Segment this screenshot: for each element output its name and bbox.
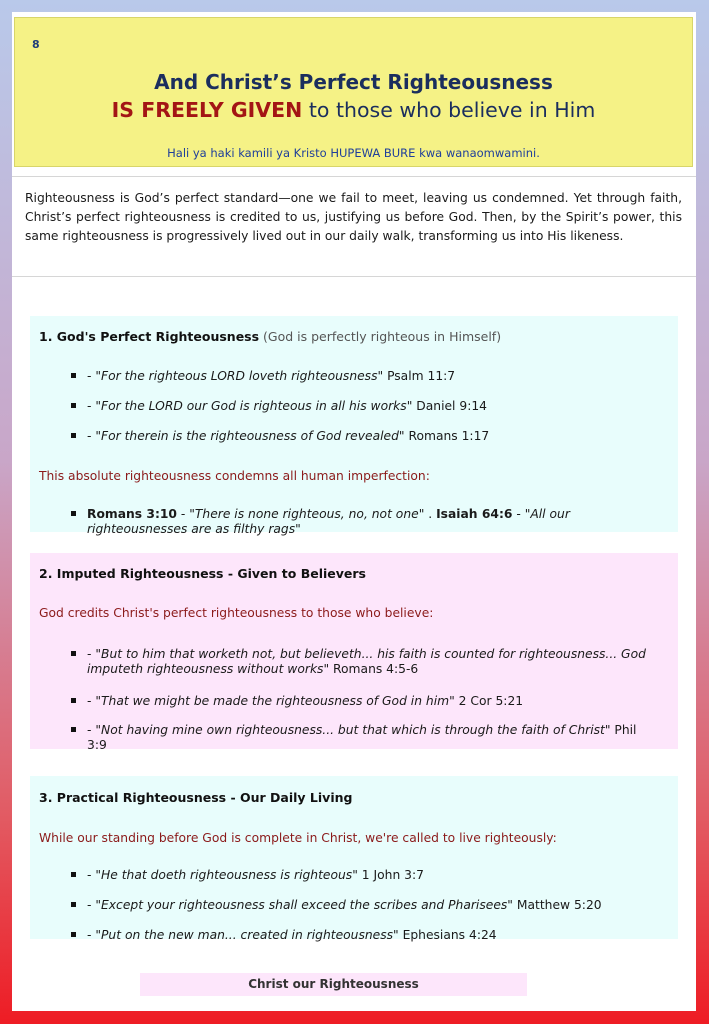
- swahili-subtitle: Hali ya haki kamili ya Kristo HUPEWA BURE kwa wanaomwamini.: [167, 146, 540, 160]
- section-title: 1. God's Perfect Righteousness (God is perfectly righteous in Himself): [39, 329, 502, 344]
- section-imputed-righteousness: [30, 553, 678, 752]
- bullet-icon: [71, 403, 76, 408]
- bullet-icon: [71, 373, 76, 378]
- list-item: - "Put on the new man... created in righteousness" Ephesians 4:24: [87, 928, 656, 943]
- section-intro-line: While our standing before God is complete in Christ, we're called to live righteously:: [39, 831, 557, 845]
- section-title: 3. Practical Righteousness - Our Daily Living: [39, 790, 353, 805]
- page-number: 8: [32, 38, 40, 51]
- footer-caption: Christ our Righteousness: [140, 973, 527, 996]
- page-subtitle: [15, 98, 692, 122]
- document-page: [12, 12, 696, 1011]
- section-title: 2. Imputed Righteousness - Given to Believers: [39, 566, 366, 581]
- list-item: - "Not having mine own righteousness... but that which is through the faith of Christ" Phil 3:9: [87, 723, 656, 753]
- list-item: - "That we might be made the righteousness of God in him" 2 Cor 5:21: [87, 694, 656, 709]
- list-item: - "For the righteous LORD loveth righteousness" Psalm 11:7: [87, 369, 656, 384]
- bullet-icon: [71, 433, 76, 438]
- section-practical-righteousness: [30, 776, 678, 942]
- list-item: Romans 3:10 - "There is none righteous, no, not one" . Isaiah 64:6 - "All our righteousnesses are as filthy rags": [87, 507, 618, 537]
- list-item: - "For the LORD our God is righteous in all his works" Daniel 9:14: [87, 399, 656, 414]
- bullet-icon: [71, 902, 76, 907]
- subtitle-rest: to those who believe in Him: [302, 98, 596, 122]
- section-intro-line: God credits Christ's perfect righteousness to those who believe:: [39, 606, 434, 620]
- intro-paragraph: Righteousness is God’s perfect standard—one we fail to meet, leaving us condemned. Yet through faith, Christ’s perfect righteousness is credited to us, justifying us before God. Then, by the Spirit’s power, this same righteousness is progressively lived out in our daily walk, transforming us into His likeness.: [12, 176, 696, 277]
- list-item: - "For therein is the righteousness of God revealed" Romans 1:17: [87, 429, 656, 444]
- page-title: And Christ’s Perfect Righteousness: [154, 70, 553, 94]
- bullet-icon: [71, 932, 76, 937]
- list-item: - "Except your righteousness shall exceed the scribes and Pharisees" Matthew 5:20: [87, 898, 656, 913]
- bullet-icon: [71, 651, 76, 656]
- section-title-note: (God is perfectly righteous in Himself): [259, 329, 502, 344]
- bullet-icon: [71, 511, 76, 516]
- subtitle-emphasis: IS FREELY GIVEN: [111, 98, 303, 122]
- condemnation-statement: This absolute righteousness condemns all human imperfection:: [39, 469, 430, 483]
- list-item: - "He that doeth righteousness is righteous" 1 John 3:7: [87, 868, 656, 883]
- title-banner: [14, 17, 693, 167]
- list-item: - "But to him that worketh not, but believeth... his faith is counted for righteousness... God imputeth righteousness without works" Romans 4:5-6: [87, 647, 656, 677]
- bullet-icon: [71, 727, 76, 732]
- bullet-icon: [71, 698, 76, 703]
- section-gods-righteousness: [30, 316, 678, 536]
- bullet-icon: [71, 872, 76, 877]
